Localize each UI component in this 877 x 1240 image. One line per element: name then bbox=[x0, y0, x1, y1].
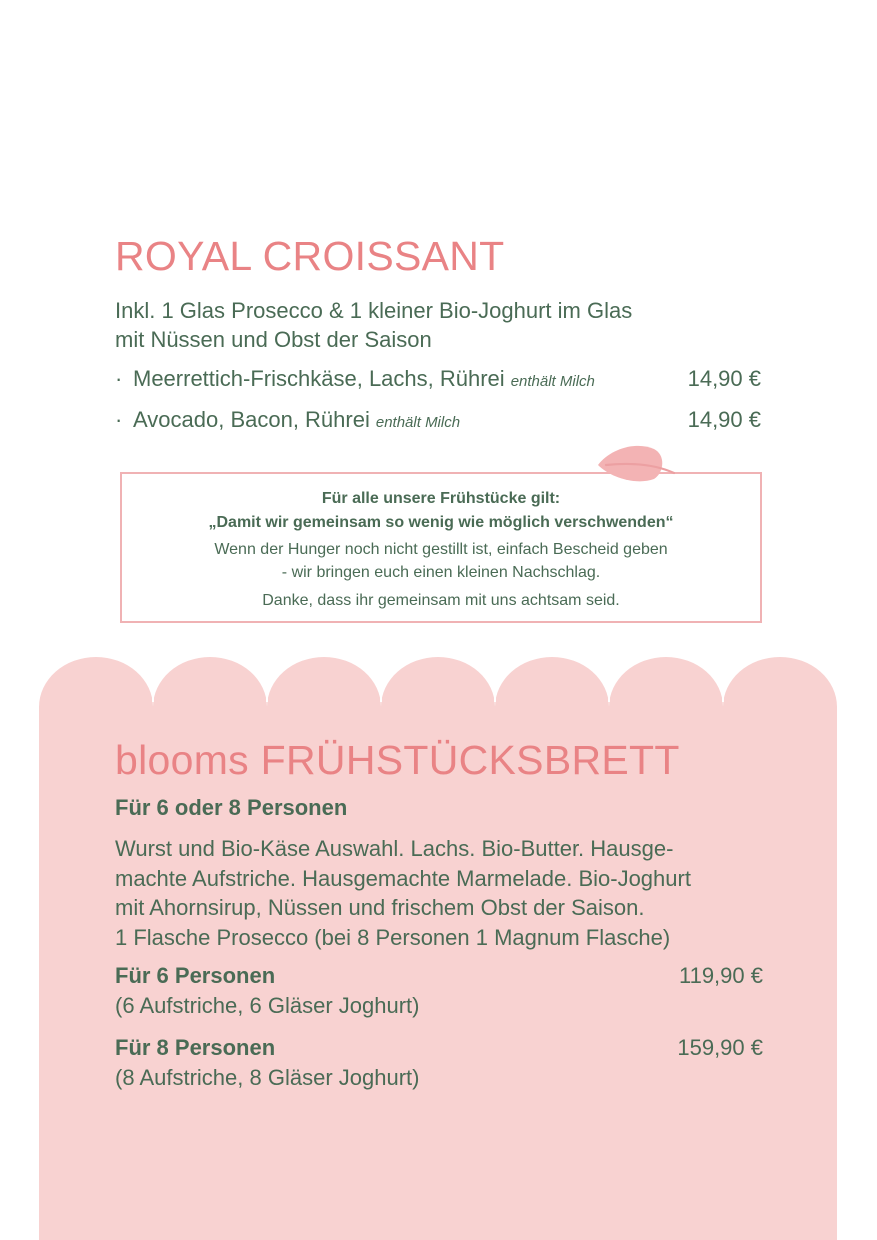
description-line: 1 Flasche Prosecco (bei 8 Personen 1 Magnum Flasche) bbox=[115, 924, 671, 950]
info-text: Danke, dass ihr gemeinsam mit uns achtsam seid. bbox=[262, 592, 620, 609]
option-detail: (8 Aufstriche, 8 Gläser Joghurt) bbox=[115, 1065, 420, 1090]
description-line: mit Ahornsirup, Nüssen und frischem Obst der Saison. bbox=[115, 895, 645, 920]
fruehstuecksbrett-description bbox=[115, 834, 775, 952]
allergen-note: enthält Milch bbox=[375, 414, 461, 431]
option-detail: (6 Aufstriche, 6 Gläser Joghurt) bbox=[115, 993, 420, 1018]
menu-item-text bbox=[115, 407, 460, 433]
info-heading: Für alle unsere Frühstücke gilt: bbox=[321, 490, 561, 507]
fruehstuecksbrett-subtitle: Für 6 oder 8 Personen bbox=[115, 795, 348, 820]
option-8-personen bbox=[115, 1033, 763, 1093]
menu-item-lachs bbox=[115, 366, 761, 396]
option-label: Für 8 Personen bbox=[115, 1035, 276, 1060]
intro-line: mit Nüssen und Obst der Saison bbox=[115, 327, 432, 352]
menu-item-name: Meerrettich-Frischkäse, Lachs, Rührei bbox=[133, 366, 505, 391]
info-text: - wir bringen euch einen kleinen Nachschlag. bbox=[281, 564, 601, 581]
info-motto: „Damit wir gemeinsam so wenig wie möglich verschwenden“ bbox=[208, 514, 674, 531]
intro-line: Inkl. 1 Glas Prosecco & 1 kleiner Bio-Joghurt im Glas bbox=[115, 298, 633, 323]
royal-croissant-intro bbox=[115, 296, 755, 354]
description-line: Wurst und Bio-Käse Auswahl. Lachs. Bio-Butter. Hausge- bbox=[115, 836, 674, 861]
option-label: Für 6 Personen bbox=[115, 963, 276, 988]
menu-item-name: Avocado, Bacon, Rührei bbox=[133, 407, 370, 432]
royal-croissant-title: ROYAL CROISSANT bbox=[115, 233, 505, 279]
description-line: machte Aufstriche. Hausgemachte Marmelade. Bio-Joghurt bbox=[115, 865, 691, 891]
info-box bbox=[120, 472, 762, 623]
option-price: 159,90 € bbox=[677, 1035, 763, 1060]
menu-item-text bbox=[115, 366, 595, 392]
menu-item-avocado bbox=[115, 407, 761, 437]
info-text: Wenn der Hunger noch nicht gestillt ist, einfach Bescheid geben bbox=[214, 541, 668, 558]
bullet: · bbox=[115, 407, 123, 432]
menu-item-price: 14,90 € bbox=[687, 407, 761, 432]
leaf-icon bbox=[596, 443, 678, 485]
option-6-personen bbox=[115, 961, 763, 1021]
bullet: · bbox=[115, 366, 123, 391]
menu-item-price: 14,90 € bbox=[687, 366, 761, 391]
option-price: 119,90 € bbox=[678, 963, 763, 988]
fruehstuecksbrett-title: blooms FRÜHSTÜCKSBRETT bbox=[115, 737, 680, 783]
allergen-note: enthält Milch bbox=[510, 373, 595, 390]
